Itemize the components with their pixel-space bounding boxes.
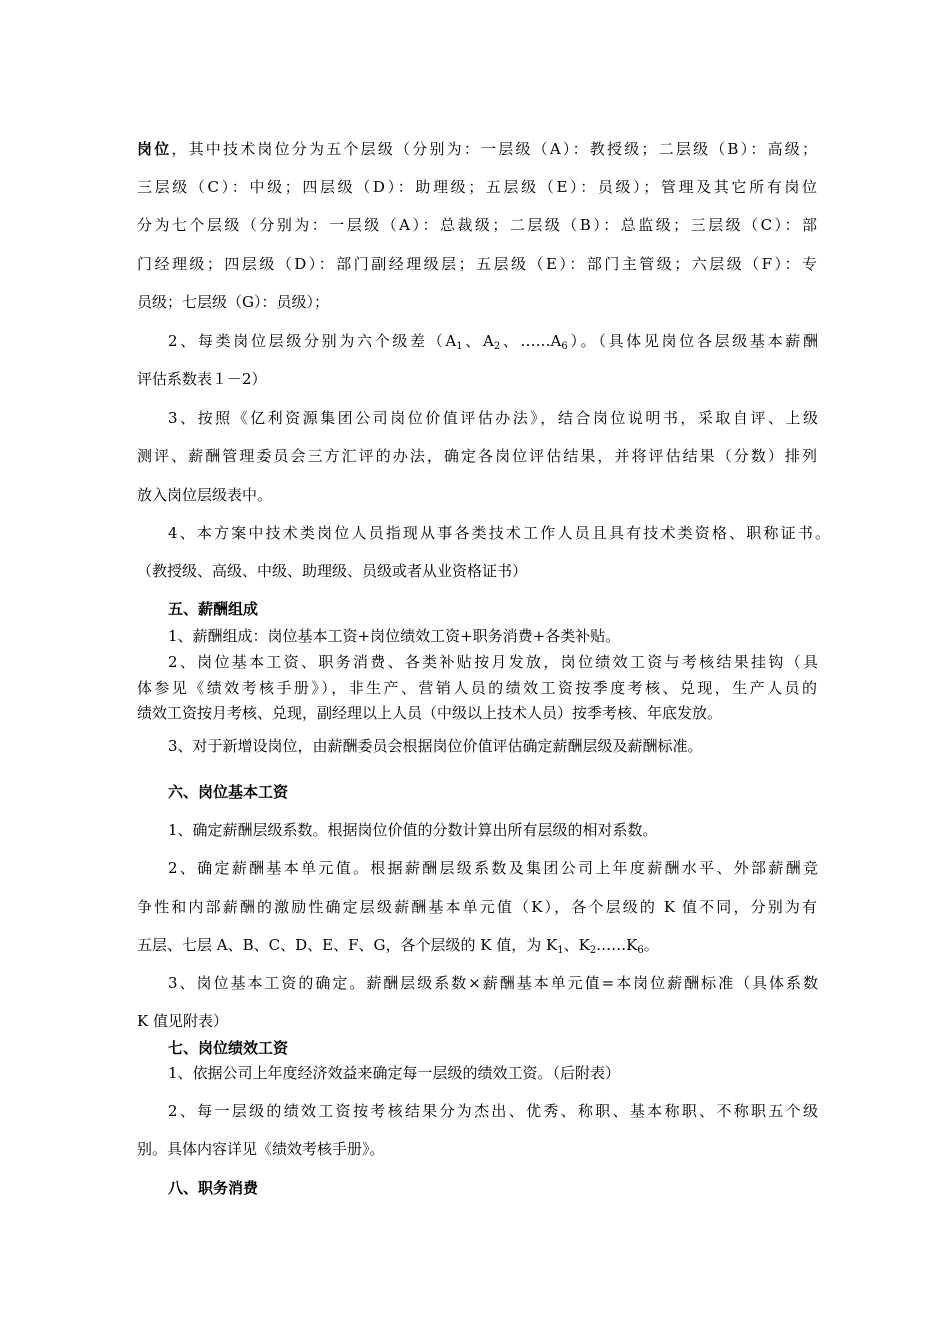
subscript: 2 bbox=[589, 945, 597, 956]
subscript: 6 bbox=[561, 341, 568, 352]
subscript: 2 bbox=[493, 341, 501, 352]
text-run: ）。（具体见岗位各层级基本薪酬 bbox=[567, 332, 818, 350]
paragraph-line: 3、岗位基本工资的确定。薪酬层级系数×薪酬基本单元值=本岗位薪酬标准（具体系数 bbox=[168, 974, 818, 992]
text-run: 、……A bbox=[500, 332, 562, 350]
paragraph-line: 3、对于新增设岗位，由薪酬委员会根据岗位价值评估确定薪酬层级及薪酬标准。 bbox=[168, 737, 703, 755]
paragraph-line: 2、确定薪酬基本单元值。根据薪酬层级系数及集团公司上年度薪酬水平、外部薪酬竞 bbox=[168, 859, 818, 877]
paragraph-line bbox=[137, 935, 817, 955]
subscript: 6 bbox=[637, 945, 644, 956]
text-run: 五层、七层 A、B、C、D、E、F、G，各个层级的 K 值，为 K bbox=[137, 936, 558, 954]
subscript: 1 bbox=[456, 341, 463, 352]
paragraph-line: 评估系数表１－2） bbox=[137, 370, 267, 388]
text-run: 、K bbox=[563, 936, 590, 954]
paragraph-line: 3、按照《亿利资源集团公司岗位价值评估办法》，结合岗位说明书，采取自评、上级 bbox=[168, 409, 818, 427]
paragraph-line: 员级；七层级（G）：员级）； bbox=[137, 293, 329, 311]
paragraph-line: 绩效工资按月考核、兑现，副经理以上人员（中级以上技术人员）按季考核、年底发放。 bbox=[137, 704, 723, 722]
paragraph-line: 1、确定薪酬层级系数。根据岗位价值的分数计算出所有层级的相对系数。 bbox=[168, 821, 658, 839]
paragraph-line bbox=[168, 331, 818, 351]
section-heading: 八、职务消费 bbox=[168, 1179, 259, 1197]
section-heading: 五、薪酬组成 bbox=[168, 600, 259, 618]
paragraph-line: （教授级、高级、中级、助理级、员级或者从业资格证书） bbox=[137, 562, 528, 580]
paragraph-line: 门经理级；四层级（D）：部门副经理级层；五层级（E）：部门主管级；六层级（F）：专 bbox=[137, 255, 817, 273]
section-heading: 七、岗位绩效工资 bbox=[168, 1039, 289, 1057]
paragraph-line: 放入岗位层级表中。 bbox=[137, 486, 273, 504]
paragraph-line: 2、岗位基本工资、职务消费、各类补贴按月发放，岗位绩效工资与考核结果挂钩（具 bbox=[168, 653, 818, 671]
text-run: 2、每类岗位层级分别为六个级差（A bbox=[168, 332, 457, 350]
text-run: ，其中技术岗位分为五个层级（分别为：一层级（A）：教授级；二层级（B）：高级； bbox=[171, 140, 817, 158]
paragraph-line: K 值见附表） bbox=[137, 1012, 228, 1030]
section-heading: 六、岗位基本工资 bbox=[168, 783, 289, 801]
paragraph-line: 1、薪酬组成：岗位基本工资+岗位绩效工资+职务消费+各类补贴。 bbox=[168, 627, 621, 645]
paragraph-line: 别。具体内容详见《绩效考核手册》。 bbox=[137, 1140, 385, 1158]
paragraph-line: 体参见《绩效考核手册》），非生产、营销人员的绩效工资按季度考核、兑现，生产人员的 bbox=[137, 679, 817, 697]
text-run: 。 bbox=[643, 936, 659, 954]
paragraph-line: 1、依据公司上年度经济效益来确定每一层级的绩效工资。（后附表） bbox=[168, 1064, 621, 1082]
paragraph-line: 三层级（C）：中级；四层级（D）：助理级；五层级（E）：员级）；管理及其它所有岗位 bbox=[137, 178, 817, 196]
paragraph-line bbox=[137, 139, 817, 159]
paragraph-line: 分为七个层级（分别为：一层级（A）：总裁级；二层级（B）：总监级；三层级（C）：部 bbox=[137, 216, 817, 234]
paragraph-line: 2、每一层级的绩效工资按考核结果分为杰出、优秀、称职、基本称职、不称职五个级 bbox=[168, 1102, 818, 1120]
bold-term: 岗位 bbox=[137, 140, 172, 158]
paragraph-line: 4、本方案中技术类岗位人员指现从事各类技术工作人员且具有技术类资格、职称证书。 bbox=[168, 524, 830, 542]
subscript: 1 bbox=[557, 945, 564, 956]
text-run: ……K bbox=[596, 936, 638, 954]
paragraph-line: 测评、薪酬管理委员会三方汇评的办法，确定各岗位评估结果，并将评估结果（分数）排列 bbox=[137, 447, 817, 465]
text-run: 、A bbox=[462, 332, 494, 350]
paragraph-line: 争性和内部薪酬的激励性确定层级薪酬基本单元值（K），各个层级的 K 值不同，分别为有 bbox=[137, 898, 817, 916]
